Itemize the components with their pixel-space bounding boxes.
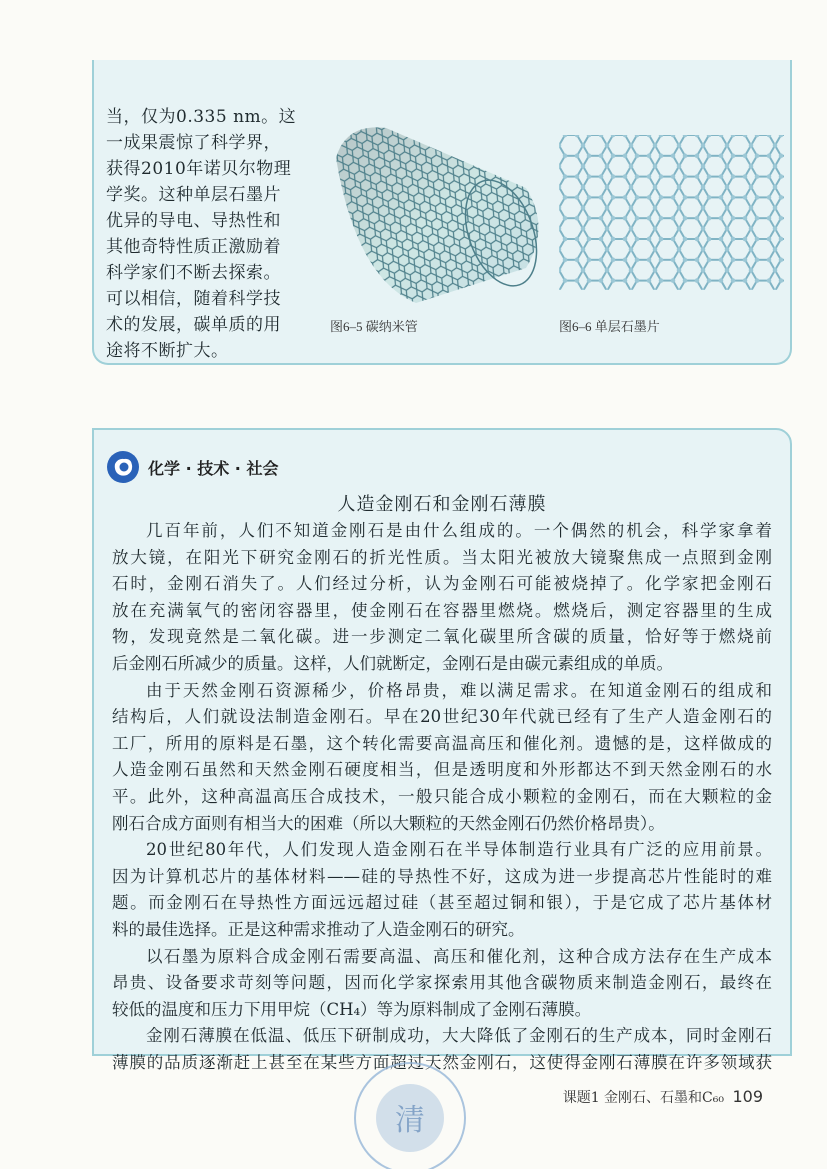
page-footer: [563, 1087, 763, 1107]
text-line: 其他奇特性质正激励着: [106, 237, 281, 257]
paragraph-line: 题。而金刚石在导热性方面远远超过硅（甚至超过铜和银），于是它成了芯片基体材: [112, 893, 772, 913]
paragraph-line: 几百年前，人们不知道金刚石是由什么组成的。一个偶然的机会，科学家拿着: [146, 521, 772, 540]
sidebar-text: [106, 104, 296, 364]
carbon-nanotube-image: [326, 118, 551, 308]
paragraph-line: 石时，金刚石消失了。人们经过分析，认为金刚石可能被烧掉了。化学家把金刚石: [112, 574, 772, 594]
section-header: [106, 450, 278, 484]
chapter-title: 课题1 金刚石、石墨和C₆₀: [562, 1090, 724, 1106]
text-line: 优异的导电、导热性和: [106, 211, 281, 231]
paragraph-line: 金刚石薄膜在低温、低压下研制成功，大大降低了金刚石的生产成本，同时金刚石: [146, 1026, 772, 1046]
paragraph-line: 薄膜的品质逐渐赶上甚至在某些方面超过天然金刚石，这使得金刚石薄膜在许多领域获: [112, 1052, 772, 1072]
paragraph-line: 因为计算机芯片的基体材料——硅的导热性不好，这成为进一步提高芯片性能时的难: [112, 866, 772, 886]
paragraph-line: 物，发现竟然是二氧化碳。进一步测定二氧化碳里所含碳的质量，恰好等于燃烧前: [112, 627, 772, 647]
graphene-sheet-image: [559, 135, 784, 295]
section-label: 化学 · 技术 · 社会: [148, 458, 279, 478]
paragraph-line: 放在充满氧气的密闭容器里，使金刚石在容器里燃烧。燃烧后，测定容器里的生成: [112, 600, 772, 620]
paragraph-line: 平。此外，这种高温高压合成技术，一般只能合成小颗粒的金刚石，而在大颗粒的金: [112, 786, 772, 806]
watermark-seal: [350, 1058, 470, 1169]
paragraph-line: 放大镜，在阳光下研究金刚石的折光性质。当太阳光被放大镜聚焦成一点照到金刚: [112, 547, 772, 567]
text-line: 当，仅为0.335 nm。这: [106, 107, 297, 127]
chemistry-technology-society-box: [92, 428, 792, 1072]
text-line: 术的发展，碳单质的用: [106, 315, 281, 335]
graphene-info-box: [92, 60, 792, 365]
article-title: 人造金刚石和金刚石薄膜: [337, 494, 547, 515]
article-body: [112, 518, 772, 1076]
paragraph-line: 工厂，所用的原料是石墨，这个转化需要高温高压和催化剂。遗憾的是，这样做成的: [112, 733, 772, 753]
text-line: 获得2010年诺贝尔物理: [106, 159, 292, 179]
svg-text:清: 清: [395, 1103, 425, 1138]
paragraph-line: 由于天然金刚石资源稀少，价格昂贵，难以满足需求。在知道金刚石的组成和: [146, 680, 772, 700]
text-line: 一成果震惊了科学界，: [106, 133, 281, 153]
page-number: 109: [732, 1087, 763, 1106]
section-logo-icon: [106, 450, 140, 484]
paragraph-line: 后金刚石所减少的质量。这样，人们就断定，金刚石是由碳元素组成的单质。: [112, 653, 673, 673]
paragraph-line: 较低的温度和压力下用甲烷（CH₄）等为原料制成了金刚石薄膜。: [112, 999, 592, 1019]
paragraph-line: 刚石合成方面则有相当大的困难（所以大颗粒的天然金刚石仍然价格昂贵）。: [112, 813, 665, 833]
paragraph-line: 以石墨为原料合成金刚石需要高温、高压和催化剂，这种合成方法存在生产成本: [146, 946, 772, 966]
paragraph-line: 20世纪80年代，人们发现人造金刚石在半导体制造行业具有广泛的应用前景。: [146, 840, 772, 860]
text-line: 途将不断扩大。: [106, 341, 229, 361]
paragraph-line: 昂贵、设备要求苛刻等问题，因而化学家探索用其他含碳物质来制造金刚石，最终在: [112, 973, 772, 993]
paragraph-line: 人造金刚石虽然和天然金刚石硬度相当，但是透明度和外形都达不到天然金刚石的水: [112, 760, 772, 780]
text-line: 学奖。这种单层石墨片: [106, 185, 281, 205]
paragraph-line: 结构后，人们就设法制造金刚石。早在20世纪30年代就已经有了生产人造金刚石的: [112, 707, 772, 727]
figure-caption: 图6–6 单层石墨片: [559, 319, 660, 334]
paragraph-line: 料的最佳选择。正是这种需求推动了人造金刚石的研究。: [112, 919, 525, 939]
text-line: 科学家们不断去探索。: [106, 263, 281, 283]
text-line: 可以相信，随着科学技: [106, 289, 281, 309]
figure-caption: 图6–5 碳纳米管: [330, 319, 418, 334]
